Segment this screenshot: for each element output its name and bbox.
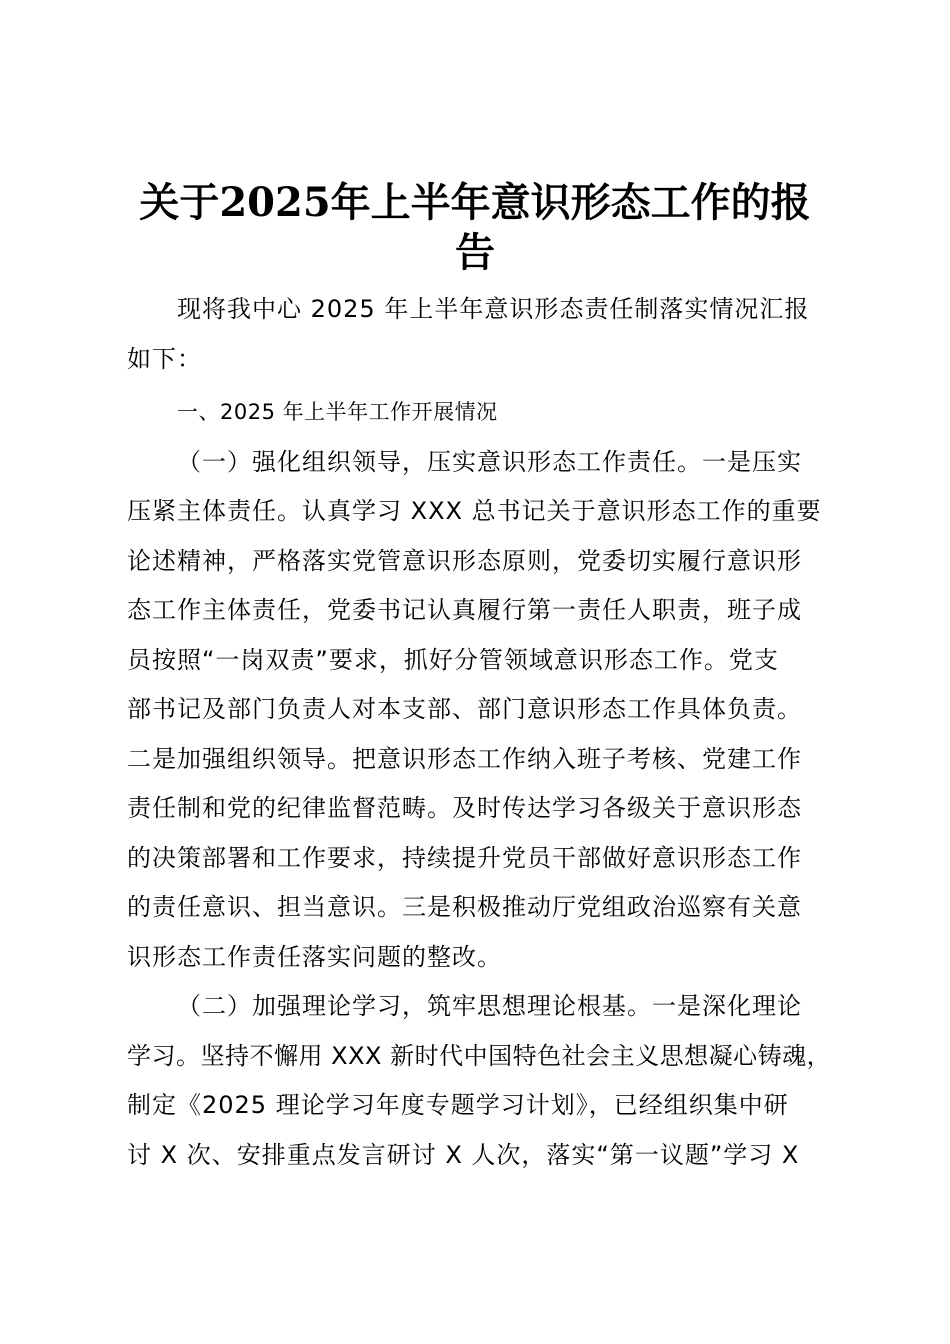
paragraph-1-line-3: 论述精神，严格落实党管意识形态原则，党委切实履行意识形: [127, 546, 802, 575]
document-body: [127, 285, 835, 1180]
paragraph-2-line-3: 制定《2025 理论学习年度专题学习计划》，已经组织集中研: [127, 1091, 789, 1119]
paragraph-1-line-6: 部书记及部门负责人对本支部、部门意识形态工作具体负责。: [127, 695, 802, 723]
paragraph-1-line-2: 压紧主体责任。认真学习 XXX 总书记关于意识形态工作的重要: [127, 497, 822, 525]
paragraph-2-line-1: （二）加强理论学习，筑牢思想理论根基。一是深化理论: [177, 992, 802, 1020]
paragraph-1-line-1: （一）强化组织领导，压实意识形态工作责任。一是压实: [177, 447, 802, 476]
paragraph-1-line-9: 的决策部署和工作要求，持续提升党员干部做好意识形态工作: [127, 843, 802, 872]
section-heading-1: 一、2025 年上半年工作开展情况: [177, 400, 498, 424]
paragraph-1-line-4: 态工作主体责任，党委书记认真履行第一责任人职责，班子成: [127, 596, 802, 624]
paragraph-1-line-8: 责任制和党的纪律监督范畴。及时传达学习各级关于意识形态: [127, 794, 802, 822]
paragraph-intro-line-2: 如下：: [127, 344, 202, 373]
paragraph-intro-line-1: 现将我中心 2025 年上半年意识形态责任制落实情况汇报: [177, 295, 810, 323]
paragraph-2-line-4: 讨 X 次、安排重点发言研讨 X 人次，落实“第一议题”学习 X: [127, 1140, 800, 1169]
title-line-2: 告: [455, 229, 495, 276]
paragraph-1-line-11: 识形态工作责任落实问题的整改。: [127, 942, 502, 971]
title-line-1: 关于2025年上半年意识形态工作的报: [139, 179, 811, 226]
paragraph-1-line-7: 二是加强组织领导。把意识形态工作纳入班子考核、党建工作: [127, 744, 802, 773]
paragraph-2-line-2: 学习。坚持不懈用 XXX 新时代中国特色社会主义思想凝心铸魂，: [127, 1041, 832, 1070]
document-title: [100, 178, 850, 278]
paragraph-1-line-10: 的责任意识、担当意识。三是积极推动厅党组政治巡察有关意: [127, 893, 802, 921]
paragraph-1-line-5: 员按照“一岗双责”要求，抓好分管领域意识形态工作。党支: [127, 645, 779, 674]
